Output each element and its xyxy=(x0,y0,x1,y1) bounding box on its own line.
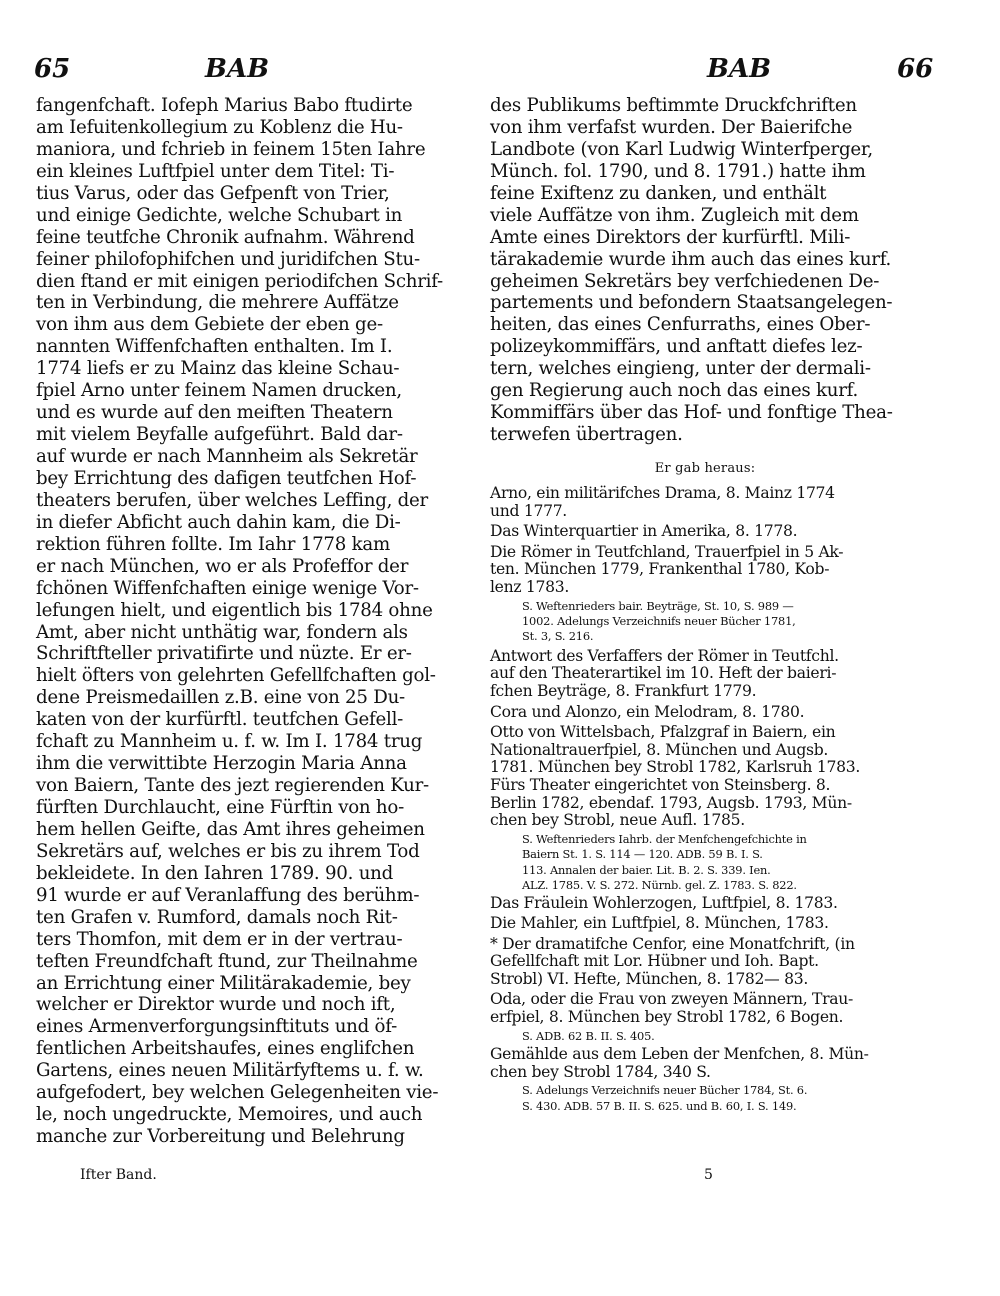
text-line: mit vielem Beyfalle aufgeführt. Bald dar- xyxy=(36,424,403,446)
bibliography-entry xyxy=(490,523,930,541)
text-line: feiner philofophifchen und juridifchen Stu- xyxy=(36,248,420,270)
text-line: le, noch ungedruckte, Memoires, und auch xyxy=(36,1104,423,1126)
reference-line: S. Weftenrieders Iahrb. der Menfchengefchichte in xyxy=(522,831,807,846)
source-reference xyxy=(490,1029,930,1044)
text-line: Kommiffärs über das Hof- und fonftige Thea- xyxy=(490,402,893,424)
bibliography-entry xyxy=(490,915,930,933)
text-line: feine teutfche Chronik aufnahm. Während xyxy=(36,226,415,248)
reference-line: S. Adelungs Verzeichnifs neuer Bücher 1784, St. 6. xyxy=(522,1083,808,1098)
text-line: viele Auffätze von ihm. Zugleich mit dem xyxy=(490,204,859,226)
entry-line: und 1777. xyxy=(490,501,567,520)
entry-line: 1781. München bey Strobl 1782, Karlsruh 1783. xyxy=(490,758,860,777)
reference-line: ALZ. 1785. V. S. 272. Nürnb. gel. Z. 1783. S. 822. xyxy=(522,877,797,892)
text-line: terwefen übertragen. xyxy=(490,424,683,446)
text-line: welcher er Direktor wurde und noch ift, xyxy=(36,994,396,1016)
source-reference xyxy=(490,1083,930,1114)
entry-line: Gefellfchaft mit Lor. Hübner und Ioh. Bapt. xyxy=(490,952,819,971)
text-line: fchönen Wiffenfchaften einige wenige Vor- xyxy=(36,577,419,599)
works-list xyxy=(490,483,930,1114)
entry-line: fchen Beyträge, 8. Frankfurt 1779. xyxy=(490,681,757,700)
reference-line: 1002. Adelungs Verzeichnifs neuer Bücher 1781, xyxy=(522,613,796,628)
text-line: teften Freundfchaft ftund, zur Theilnahme xyxy=(36,950,418,972)
entry-line: chen bey Strobl, neue Aufl. 1785. xyxy=(490,811,745,830)
text-line: fangenfchaft. Iofeph Marius Babo ftudirte xyxy=(36,95,413,116)
entry-line: Die Römer in Teutfchland, Trauerfpiel in 5 Ak- xyxy=(490,542,844,561)
works-heading: Er gab heraus: xyxy=(654,461,756,476)
text-line: an Errichtung einer Militärakademie, bey xyxy=(36,972,411,994)
text-line: und es wurde auf den meiften Theatern xyxy=(36,402,393,424)
entry-line: Strobl) VI. Hefte, München, 8. 1782— 83. xyxy=(490,969,809,988)
bibliography-entry xyxy=(490,991,930,1026)
source-reference xyxy=(490,832,930,894)
entry-line: Das Winterquartier in Amerika, 8. 1778. xyxy=(490,522,798,541)
text-line: bekleidete. In den Iahren 1789. 90. und xyxy=(36,862,394,884)
bibliography-entry xyxy=(490,544,930,597)
text-line: manche zur Vorbereitung und Belehrung xyxy=(36,1126,405,1148)
text-line: tern, welches eingieng, unter der dermali- xyxy=(490,358,871,380)
entry-line: Nationaltrauerfpiel, 8. München und Augsb. xyxy=(490,740,829,759)
text-line: eines Armenverforgungsinftituts und öf- xyxy=(36,1016,397,1038)
signature-mark: 5 xyxy=(704,1167,713,1183)
entry-line: lenz 1783. xyxy=(490,577,570,596)
text-line: lefungen hielt, und eigentlich bis 1784 ohne xyxy=(36,599,433,621)
text-line: er nach München, wo er als Profeffor der xyxy=(36,555,409,577)
text-line: fpiel Arno unter feinem Namen drucken, xyxy=(36,380,402,402)
text-line: tius Varus, oder das Gefpenft von Trier, xyxy=(36,182,390,204)
bibliography-entry xyxy=(490,724,930,830)
text-line: Amte eines Direktors der kurfürftl. Mili- xyxy=(490,226,851,248)
text-line: Münch. fol. 1790, und 8. 1791.) hatte ihm xyxy=(490,160,866,182)
text-line: rektion führen follte. Im Iahr 1778 kam xyxy=(36,533,390,555)
text-line: bey Errichtung des dafigen teutfchen Hof- xyxy=(36,467,417,489)
running-headword-left: BAB xyxy=(205,54,270,84)
entry-line: Arno, ein militärifches Drama, 8. Mainz 1774 xyxy=(490,484,835,502)
text-line: partements und befondern Staatsangelegen- xyxy=(490,292,893,314)
text-line: polizeykommiffärs, und anftatt diefes lez- xyxy=(490,336,863,358)
text-line: Gartens, eines neuen Militärfyftems u. f. w. xyxy=(36,1060,424,1082)
entry-line: * Der dramatifche Cenfor, eine Monatfchrift, (in xyxy=(490,934,855,953)
text-line: Amt, aber nicht unthätig war, fondern als xyxy=(36,621,408,643)
text-line: am Iefuitenkollegium zu Koblenz die Hu- xyxy=(36,116,403,138)
text-line: hem hellen Geifte, das Amt ihres geheimen xyxy=(36,818,425,840)
text-line: katen von der kurfürftl. teutfchen Gefell- xyxy=(36,709,404,731)
entry-line: Die Mahler, ein Luftfpiel, 8. München, 1783. xyxy=(490,913,829,932)
text-line: heiten, das eines Cenfurraths, eines Ober- xyxy=(490,314,871,336)
bibliography-entry xyxy=(490,895,930,913)
text-line: Landbote (von Karl Ludwig Winterfperger, xyxy=(490,138,873,160)
bibliography-entry xyxy=(490,936,930,989)
text-line: dien ftand er mit einigen periodifchen Schrif- xyxy=(36,270,443,292)
entry-line: Berlin 1782, ebendaf. 1793, Augsb. 1793, Mün- xyxy=(490,793,852,812)
running-headword-right: BAB xyxy=(707,54,772,84)
entry-line: Antwort des Verfaffers der Römer in Teutfchl. xyxy=(490,646,839,665)
reference-line: Baiern St. 1. S. 114 — 120. ADB. 59 B. I. S. xyxy=(522,847,763,862)
text-line: aufgefodert, bey welchen Gelegenheiten vie- xyxy=(36,1082,439,1104)
text-line: ihm die verwittibte Herzogin Maria Anna xyxy=(36,753,407,775)
text-line: gen Regierung auch noch das eines kurf. xyxy=(490,380,859,402)
text-line: 1774 liefs er zu Mainz das kleine Schau- xyxy=(36,358,400,380)
text-line: Sekretärs auf, welches er bis zu ihrem Tod xyxy=(36,840,420,862)
text-line: dene Preismedaillen z.B. eine von 25 Du- xyxy=(36,687,405,709)
source-reference xyxy=(490,599,930,645)
text-line: hielt öfters von gelehrten Gefellfchaften gol- xyxy=(36,665,436,687)
text-line: in diefer Abficht auch dahin kam, die Di- xyxy=(36,511,401,533)
entry-line: erfpiel, 8. München bey Strobl 1782, 6 Bogen. xyxy=(490,1007,844,1026)
reference-line: S. 430. ADB. 57 B. II. S. 625. und B. 60, I. S. 149. xyxy=(522,1098,797,1113)
entry-line: chen bey Strobl 1784, 340 S. xyxy=(490,1062,711,1081)
text-line: ein kleines Luftfpiel unter dem Titel: Ti- xyxy=(36,160,395,182)
entry-line: Das Fräulein Wohlerzogen, Luftfpiel, 8. 1783. xyxy=(490,894,838,913)
text-line: fchaft zu Mannheim u. f. w. Im I. 1784 trug xyxy=(36,731,423,753)
text-line: fürften Durchlaucht, eine Fürftin von ho- xyxy=(36,797,404,818)
text-line: maniora, und fchrieb in feinem 15ten Iahre xyxy=(36,138,426,160)
reference-line: S. Weftenrieders bair. Beyträge, St. 10, S. 989 — xyxy=(522,598,794,613)
reference-line: St. 3, S. 216. xyxy=(522,629,594,644)
text-line: tärakademie wurde ihm auch das eines kurf. xyxy=(490,248,892,270)
text-line: Schriftfteller privatifirte und nüzte. Er er- xyxy=(36,643,412,665)
text-line: von Baiern, Tante des jezt regierenden Kur- xyxy=(36,775,429,797)
text-line: 91 wurde er auf Veranlaffung des berühm- xyxy=(36,884,420,906)
entry-line: Otto von Wittelsbach, Pfalzgraf in Baiern, ein xyxy=(490,723,836,742)
text-line: feine Exiftenz zu danken, und enthält xyxy=(490,182,827,204)
bibliography-entry xyxy=(490,485,930,520)
text-line: ten Grafen v. Rumford, damals noch Rit- xyxy=(36,906,398,928)
text-line: auf wurde er nach Mannheim als Sekretär xyxy=(36,446,418,467)
entry-line: Fürs Theater eingerichtet von Steinsberg. 8. xyxy=(490,775,831,794)
right-column xyxy=(490,95,930,446)
text-line: theaters berufen, über welches Leffing, der xyxy=(36,489,429,511)
text-line: von ihm verfafst wurden. Der Baierifche xyxy=(490,116,853,138)
text-line: nannten Wiffenfchaften enthalten. Im I. xyxy=(36,336,393,358)
text-line: ters Thomfon, mit dem er in der vertrau- xyxy=(36,928,403,950)
text-line: des Publikums beftimmte Druckfchriften xyxy=(490,95,857,116)
entry-line: auf den Theaterartikel im 10. Heft der baieri- xyxy=(490,664,837,683)
reference-line: 113. Annalen der baier. Lit. B. 2. S. 339. Ien. xyxy=(522,862,771,877)
volume-label: Ifter Band. xyxy=(80,1167,157,1183)
left-column xyxy=(36,95,476,1148)
text-line: ten in Verbindung, die mehrere Auffätze xyxy=(36,292,399,314)
entry-line: Oda, oder die Frau von zweyen Männern, Trau- xyxy=(490,990,853,1009)
reference-line: S. ADB. 62 B. II. S. 405. xyxy=(522,1028,655,1043)
text-line: geheimen Sekretärs bey verfchiedenen De- xyxy=(490,270,880,292)
entry-line: Gemählde aus dem Leben der Menfchen, 8. Mün- xyxy=(490,1044,869,1063)
entry-line: Cora und Alonzo, ein Melodram, 8. 1780. xyxy=(490,702,805,721)
bibliography-entry xyxy=(490,704,930,722)
bibliography-entry xyxy=(490,1046,930,1081)
text-line: von ihm aus dem Gebiete der eben ge- xyxy=(36,314,383,336)
page-number-left: 65 xyxy=(34,54,71,84)
text-line: und einige Gedichte, welche Schubart in xyxy=(36,204,403,226)
text-line: fentlichen Arbeitshaufes, eines englifchen xyxy=(36,1038,415,1060)
page-number-right: 66 xyxy=(897,54,934,84)
entry-line: ten. München 1779, Frankenthal 1780, Kob- xyxy=(490,560,830,579)
bibliography-entry xyxy=(490,648,930,701)
